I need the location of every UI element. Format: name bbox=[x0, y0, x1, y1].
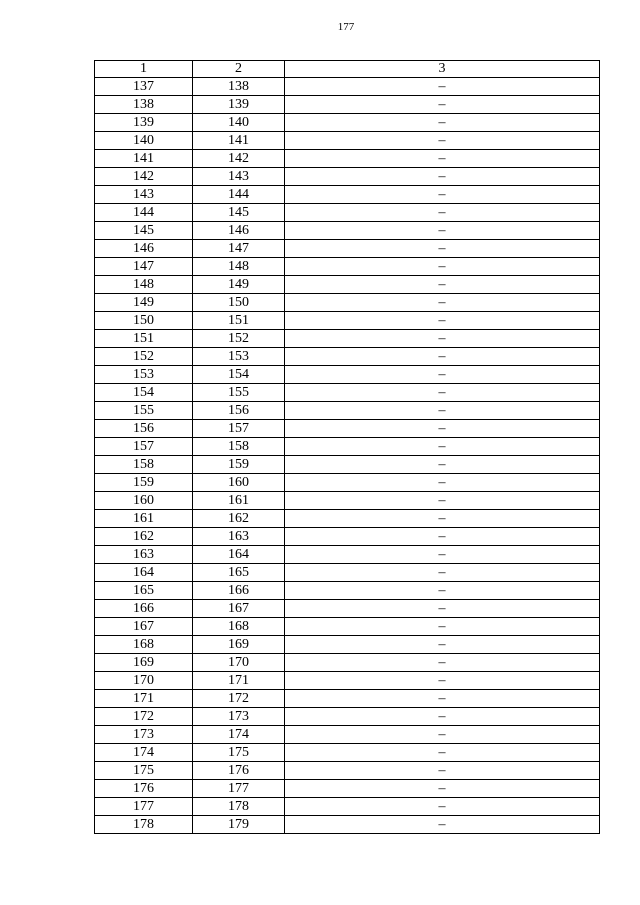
table-cell-col-1: 177 bbox=[95, 798, 193, 816]
table-cell-col-2: 167 bbox=[193, 600, 285, 618]
table-cell-col-3: – bbox=[285, 780, 600, 798]
table-cell-col-2: 170 bbox=[193, 654, 285, 672]
table-cell-col-1: 143 bbox=[95, 186, 193, 204]
table-row bbox=[95, 654, 600, 672]
table-cell-col-1: 174 bbox=[95, 744, 193, 762]
column-header-2: 2 bbox=[193, 61, 285, 78]
table-cell-col-3: – bbox=[285, 312, 600, 330]
table-cell-col-2: 158 bbox=[193, 438, 285, 456]
table-cell-col-1: 157 bbox=[95, 438, 193, 456]
table-cell-col-2: 162 bbox=[193, 510, 285, 528]
table-row bbox=[95, 474, 600, 492]
table-row bbox=[95, 402, 600, 420]
table-row bbox=[95, 744, 600, 762]
table-cell-col-2: 169 bbox=[193, 636, 285, 654]
table-cell-col-2: 140 bbox=[193, 114, 285, 132]
table-cell-col-3: – bbox=[285, 744, 600, 762]
table-cell-col-2: 147 bbox=[193, 240, 285, 258]
table-row bbox=[95, 726, 600, 744]
table-cell-col-3: – bbox=[285, 636, 600, 654]
column-header-3: 3 bbox=[285, 61, 600, 78]
table-cell-col-2: 168 bbox=[193, 618, 285, 636]
table-cell-col-3: – bbox=[285, 708, 600, 726]
table-cell-col-2: 149 bbox=[193, 276, 285, 294]
table-cell-col-1: 149 bbox=[95, 294, 193, 312]
table-cell-col-1: 151 bbox=[95, 330, 193, 348]
table-cell-col-1: 178 bbox=[95, 816, 193, 834]
table-cell-col-2: 179 bbox=[193, 816, 285, 834]
table-row bbox=[95, 294, 600, 312]
table-cell-col-2: 150 bbox=[193, 294, 285, 312]
table-cell-col-2: 145 bbox=[193, 204, 285, 222]
table-cell-col-3: – bbox=[285, 798, 600, 816]
column-header-1: 1 bbox=[95, 61, 193, 78]
table-cell-col-3: – bbox=[285, 222, 600, 240]
table-cell-col-3: – bbox=[285, 168, 600, 186]
table-row bbox=[95, 780, 600, 798]
table-cell-col-3: – bbox=[285, 114, 600, 132]
table-row bbox=[95, 456, 600, 474]
table-cell-col-1: 167 bbox=[95, 618, 193, 636]
table-cell-col-2: 171 bbox=[193, 672, 285, 690]
table-cell-col-1: 169 bbox=[95, 654, 193, 672]
table-row bbox=[95, 510, 600, 528]
table-cell-col-1: 163 bbox=[95, 546, 193, 564]
table-cell-col-1: 156 bbox=[95, 420, 193, 438]
table-row bbox=[95, 582, 600, 600]
table-cell-col-2: 163 bbox=[193, 528, 285, 546]
table-row bbox=[95, 636, 600, 654]
table-cell-col-2: 176 bbox=[193, 762, 285, 780]
table-cell-col-1: 175 bbox=[95, 762, 193, 780]
table-cell-col-3: – bbox=[285, 150, 600, 168]
table-cell-col-2: 164 bbox=[193, 546, 285, 564]
table-cell-col-2: 175 bbox=[193, 744, 285, 762]
table-cell-col-3: – bbox=[285, 96, 600, 114]
table-cell-col-2: 156 bbox=[193, 402, 285, 420]
table-cell-col-2: 153 bbox=[193, 348, 285, 366]
table-cell-col-2: 138 bbox=[193, 78, 285, 96]
table-cell-col-2: 177 bbox=[193, 780, 285, 798]
table-cell-col-1: 142 bbox=[95, 168, 193, 186]
table-cell-col-3: – bbox=[285, 618, 600, 636]
table-cell-col-2: 144 bbox=[193, 186, 285, 204]
table-cell-col-1: 152 bbox=[95, 348, 193, 366]
data-table bbox=[94, 60, 600, 834]
table-cell-col-3: – bbox=[285, 456, 600, 474]
table-row bbox=[95, 366, 600, 384]
table-cell-col-2: 154 bbox=[193, 366, 285, 384]
page-number: 177 bbox=[337, 21, 355, 33]
table-row bbox=[95, 78, 600, 96]
table-cell-col-2: 141 bbox=[193, 132, 285, 150]
table-cell-col-2: 172 bbox=[193, 690, 285, 708]
table-cell-col-2: 143 bbox=[193, 168, 285, 186]
table-cell-col-2: 148 bbox=[193, 258, 285, 276]
table-cell-col-3: – bbox=[285, 762, 600, 780]
table-row bbox=[95, 816, 600, 834]
table-row bbox=[95, 798, 600, 816]
table-cell-col-1: 161 bbox=[95, 510, 193, 528]
table-cell-col-2: 151 bbox=[193, 312, 285, 330]
table-cell-col-1: 155 bbox=[95, 402, 193, 420]
table-cell-col-2: 146 bbox=[193, 222, 285, 240]
table-cell-col-3: – bbox=[285, 726, 600, 744]
table-row bbox=[95, 240, 600, 258]
table-cell-col-3: – bbox=[285, 582, 600, 600]
table-row bbox=[95, 528, 600, 546]
table-cell-col-3: – bbox=[285, 204, 600, 222]
table-cell-col-1: 150 bbox=[95, 312, 193, 330]
table-cell-col-1: 171 bbox=[95, 690, 193, 708]
table-cell-col-3: – bbox=[285, 78, 600, 96]
table-cell-col-1: 165 bbox=[95, 582, 193, 600]
table-cell-col-3: – bbox=[285, 240, 600, 258]
table-cell-col-1: 141 bbox=[95, 150, 193, 168]
table-row bbox=[95, 312, 600, 330]
table-cell-col-1: 176 bbox=[95, 780, 193, 798]
table-cell-col-2: 178 bbox=[193, 798, 285, 816]
table-row bbox=[95, 384, 600, 402]
table-cell-col-3: – bbox=[285, 528, 600, 546]
table-cell-col-1: 172 bbox=[95, 708, 193, 726]
table-row bbox=[95, 690, 600, 708]
table-row bbox=[95, 492, 600, 510]
table-cell-col-3: – bbox=[285, 384, 600, 402]
table-body bbox=[95, 78, 600, 834]
table-cell-col-1: 146 bbox=[95, 240, 193, 258]
table-row bbox=[95, 672, 600, 690]
table-cell-col-3: – bbox=[285, 474, 600, 492]
table-cell-col-1: 137 bbox=[95, 78, 193, 96]
table-cell-col-3: – bbox=[285, 510, 600, 528]
table-cell-col-1: 139 bbox=[95, 114, 193, 132]
table-cell-col-2: 152 bbox=[193, 330, 285, 348]
table-cell-col-3: – bbox=[285, 654, 600, 672]
table-cell-col-3: – bbox=[285, 816, 600, 834]
table-cell-col-3: – bbox=[285, 564, 600, 582]
table-cell-col-1: 162 bbox=[95, 528, 193, 546]
table-row bbox=[95, 600, 600, 618]
table-row bbox=[95, 204, 600, 222]
table-cell-col-1: 153 bbox=[95, 366, 193, 384]
table-cell-col-3: – bbox=[285, 546, 600, 564]
table-row bbox=[95, 348, 600, 366]
table-cell-col-2: 139 bbox=[193, 96, 285, 114]
table-cell-col-1: 168 bbox=[95, 636, 193, 654]
table-cell-col-1: 145 bbox=[95, 222, 193, 240]
table-row bbox=[95, 258, 600, 276]
table-row bbox=[95, 330, 600, 348]
table-cell-col-2: 155 bbox=[193, 384, 285, 402]
table-cell-col-1: 154 bbox=[95, 384, 193, 402]
table-cell-col-3: – bbox=[285, 420, 600, 438]
table-row bbox=[95, 762, 600, 780]
table-cell-col-1: 144 bbox=[95, 204, 193, 222]
table-cell-col-1: 170 bbox=[95, 672, 193, 690]
table-cell-col-2: 166 bbox=[193, 582, 285, 600]
table-cell-col-1: 147 bbox=[95, 258, 193, 276]
table-row bbox=[95, 114, 600, 132]
table-row bbox=[95, 708, 600, 726]
table-cell-col-3: – bbox=[285, 258, 600, 276]
table-cell-col-3: – bbox=[285, 294, 600, 312]
table-row bbox=[95, 150, 600, 168]
table-row bbox=[95, 186, 600, 204]
table-cell-col-3: – bbox=[285, 330, 600, 348]
table-cell-col-3: – bbox=[285, 132, 600, 150]
table-row bbox=[95, 546, 600, 564]
table-cell-col-1: 164 bbox=[95, 564, 193, 582]
table-cell-col-1: 160 bbox=[95, 492, 193, 510]
table-cell-col-1: 166 bbox=[95, 600, 193, 618]
table-row bbox=[95, 132, 600, 150]
table-row bbox=[95, 222, 600, 240]
table-row bbox=[95, 564, 600, 582]
table-cell-col-3: – bbox=[285, 276, 600, 294]
table-row bbox=[95, 168, 600, 186]
table-cell-col-3: – bbox=[285, 366, 600, 384]
table-cell-col-3: – bbox=[285, 348, 600, 366]
table-cell-col-1: 158 bbox=[95, 456, 193, 474]
table-cell-col-2: 161 bbox=[193, 492, 285, 510]
table-cell-col-2: 173 bbox=[193, 708, 285, 726]
table-cell-col-1: 140 bbox=[95, 132, 193, 150]
table-cell-col-2: 165 bbox=[193, 564, 285, 582]
table-header-row bbox=[95, 61, 600, 78]
table-cell-col-1: 148 bbox=[95, 276, 193, 294]
table-cell-col-3: – bbox=[285, 438, 600, 456]
table-cell-col-3: – bbox=[285, 690, 600, 708]
table-cell-col-3: – bbox=[285, 402, 600, 420]
table-row bbox=[95, 438, 600, 456]
table-cell-col-2: 142 bbox=[193, 150, 285, 168]
table-cell-col-3: – bbox=[285, 672, 600, 690]
table-cell-col-1: 159 bbox=[95, 474, 193, 492]
table-row bbox=[95, 276, 600, 294]
table-cell-col-2: 174 bbox=[193, 726, 285, 744]
table-cell-col-3: – bbox=[285, 492, 600, 510]
table-cell-col-3: – bbox=[285, 186, 600, 204]
table-row bbox=[95, 420, 600, 438]
table-cell-col-2: 160 bbox=[193, 474, 285, 492]
table-cell-col-1: 138 bbox=[95, 96, 193, 114]
table-cell-col-2: 157 bbox=[193, 420, 285, 438]
table-cell-col-3: – bbox=[285, 600, 600, 618]
table-row bbox=[95, 618, 600, 636]
table-cell-col-1: 173 bbox=[95, 726, 193, 744]
table-cell-col-2: 159 bbox=[193, 456, 285, 474]
table-row bbox=[95, 96, 600, 114]
